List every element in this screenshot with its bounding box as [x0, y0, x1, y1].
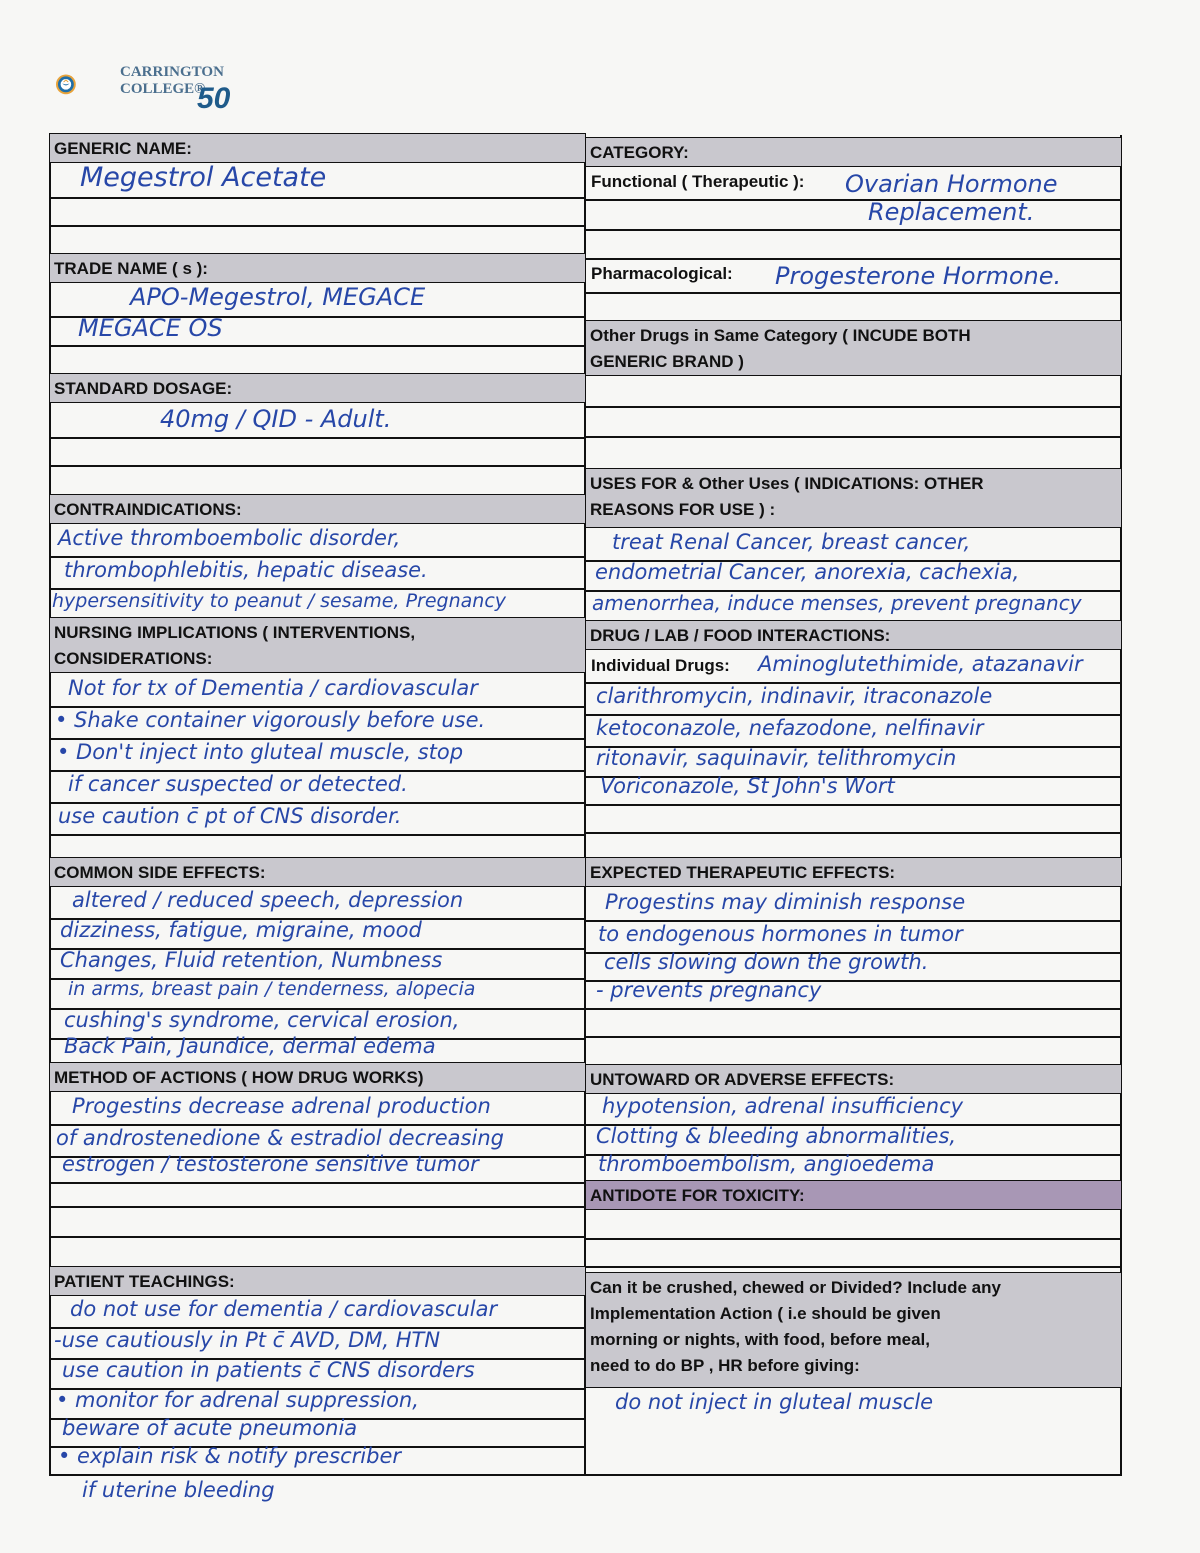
side-effects-header: COMMON SIDE EFFECTS:	[49, 857, 586, 887]
method-line-1: Progestins decrease adrenal production	[72, 1094, 491, 1118]
side-effects-line-4: in arms, breast pain / tenderness, alopecia	[68, 978, 476, 1000]
nursing-line-2: • Shake container vigorously before use.	[55, 708, 486, 732]
trade-name-line-1: APO-Megestrol, MEGACE	[130, 283, 426, 311]
teach-line-2: -use cautiously in Pt c̄ AVD, DM, HTN	[54, 1328, 441, 1352]
other-drugs-header	[585, 320, 1122, 376]
functional-label: Functional ( Therapeutic ):	[591, 172, 805, 191]
trade-name-header: TRADE NAME ( s ):	[49, 253, 586, 283]
expected-line-4: - prevents pregnancy	[596, 978, 822, 1002]
logo-line2: COLLEGE®	[120, 81, 206, 97]
expected-effects-header: EXPECTED THERAPEUTIC EFFECTS:	[585, 857, 1122, 887]
teach-line-7: if uterine bleeding	[82, 1478, 275, 1502]
side-effects-line-3: Changes, Fluid retention, Numbness	[60, 948, 443, 972]
crush-header-line-1: Can it be crushed, chewed or Divided? Include any	[590, 1278, 1001, 1297]
expected-line-3: cells slowing down the growth.	[604, 950, 929, 974]
contraindications-line-3: hypersensitivity to peanut / sesame, Pregnancy	[52, 590, 507, 612]
side-effects-line-1: altered / reduced speech, depression	[72, 888, 464, 912]
expected-line-2: to endogenous hormones in tumor	[598, 922, 963, 946]
teach-line-5: beware of acute pneumonia	[62, 1416, 358, 1440]
individual-drugs-label: Individual Drugs:	[591, 656, 730, 675]
interactions-line-4: Voriconazole, St John's Wort	[600, 774, 895, 798]
side-effects-line-2: dizziness, fatigue, migraine, mood	[60, 918, 422, 942]
method-line-3: estrogen / testosterone sensitive tumor	[62, 1152, 479, 1176]
expected-line-1: Progestins may diminish response	[605, 890, 966, 914]
interactions-line-3: ritonavir, saquinavir, telithromycin	[596, 746, 957, 770]
crush-header-line-3: morning or nights, with food, before meal,	[590, 1330, 930, 1349]
method-line-2: of androstenedione & estradiol decreasing	[56, 1126, 504, 1150]
uses-line-2: endometrial Cancer, anorexia, cachexia,	[595, 560, 1020, 584]
uses-header	[585, 468, 1122, 528]
interactions-line-1: clarithromycin, indinavir, itraconazole	[596, 684, 993, 708]
crush-line-1: do not inject in gluteal muscle	[615, 1390, 934, 1414]
nursing-header-line-1: NURSING IMPLICATIONS ( INTERVENTIONS,	[54, 623, 416, 642]
frame-bottom	[49, 1474, 1122, 1476]
adverse-line-3: thromboembolism, angioedema	[598, 1152, 935, 1176]
patient-teachings-header: PATIENT TEACHINGS:	[49, 1266, 586, 1296]
nursing-line-4: if cancer suspected or detected.	[68, 772, 408, 796]
generic-name-header: GENERIC NAME:	[49, 133, 586, 163]
other-drugs-header-line-2: GENERIC BRAND )	[590, 352, 744, 371]
uses-header-line-2: REASONS FOR USE ) :	[590, 500, 776, 519]
crush-header-line-2: Implementation Action ( i.e should be given	[590, 1304, 941, 1323]
uses-header-line-1: USES FOR & Other Uses ( INDICATIONS: OTHER	[590, 474, 984, 493]
antidote-header: ANTIDOTE FOR TOXICITY:	[585, 1180, 1122, 1210]
contraindications-line-1: Active thromboembolic disorder,	[58, 526, 401, 550]
teach-line-6: • explain risk & notify prescriber	[58, 1444, 402, 1468]
contraindications-line-2: thrombophlebitis, hepatic disease.	[64, 558, 428, 582]
nursing-line-5: use caution c̄ pt of CNS disorder.	[58, 804, 402, 828]
adverse-effects-header: UNTOWARD OR ADVERSE EFFECTS:	[585, 1064, 1122, 1094]
crush-header-line-4: need to do BP , HR before giving:	[590, 1356, 860, 1375]
teach-line-1: do not use for dementia / cardiovascular	[70, 1297, 498, 1321]
side-effects-line-5: cushing's syndrome, cervical erosion,	[64, 1008, 460, 1032]
teach-line-4: • monitor for adrenal suppression,	[56, 1388, 419, 1412]
standard-dosage-value: 40mg / QID - Adult.	[160, 405, 392, 433]
carrington-college-logo	[55, 52, 121, 118]
uses-line-1: treat Renal Cancer, breast cancer,	[612, 530, 971, 554]
nursing-line-1: Not for tx of Dementia / cardiovascular	[68, 676, 478, 700]
crush-header	[585, 1272, 1122, 1388]
logo-line1: CARRINGTON	[120, 64, 224, 80]
other-drugs-header-line-1: Other Drugs in Same Category ( INCUDE BOTH	[590, 326, 971, 345]
side-effects-line-6: Back Pain, Jaundice, dermal edema	[64, 1034, 436, 1058]
nursing-line-3: • Don't inject into gluteal muscle, stop	[57, 740, 464, 764]
adverse-line-2: Clotting & bleeding abnormalities,	[596, 1124, 957, 1148]
interactions-line-2: ketoconazole, nefazodone, nelfinavir	[596, 716, 984, 740]
interactions-header: DRUG / LAB / FOOD INTERACTIONS:	[585, 620, 1122, 650]
teach-line-3: use caution in patients c̄ CNS disorders	[62, 1358, 475, 1382]
generic-name-value: Megestrol Acetate	[80, 162, 327, 193]
adverse-line-1: hypotension, adrenal insufficiency	[602, 1094, 964, 1118]
interactions-first: Aminoglutethimide, atazanavir	[758, 652, 1083, 676]
category-header: CATEGORY:	[585, 137, 1122, 167]
pharmacological-value: Progesterone Hormone.	[775, 262, 1062, 290]
trade-name-line-2: MEGACE OS	[78, 314, 223, 342]
uses-line-3: amenorrhea, induce menses, prevent pregnancy	[592, 591, 1082, 615]
logo-anniversary: 50	[197, 82, 231, 115]
functional-line-2: Replacement.	[868, 198, 1035, 226]
pharmacological-label: Pharmacological:	[591, 264, 733, 283]
standard-dosage-header: STANDARD DOSAGE:	[49, 373, 586, 403]
contraindications-header: CONTRAINDICATIONS:	[49, 494, 586, 524]
method-of-actions-header: METHOD OF ACTIONS ( HOW DRUG WORKS)	[49, 1062, 586, 1092]
nursing-header-line-2: CONSIDERATIONS:	[54, 649, 213, 668]
functional-line-1: Ovarian Hormone	[845, 170, 1058, 198]
nursing-implications-header	[49, 617, 586, 673]
